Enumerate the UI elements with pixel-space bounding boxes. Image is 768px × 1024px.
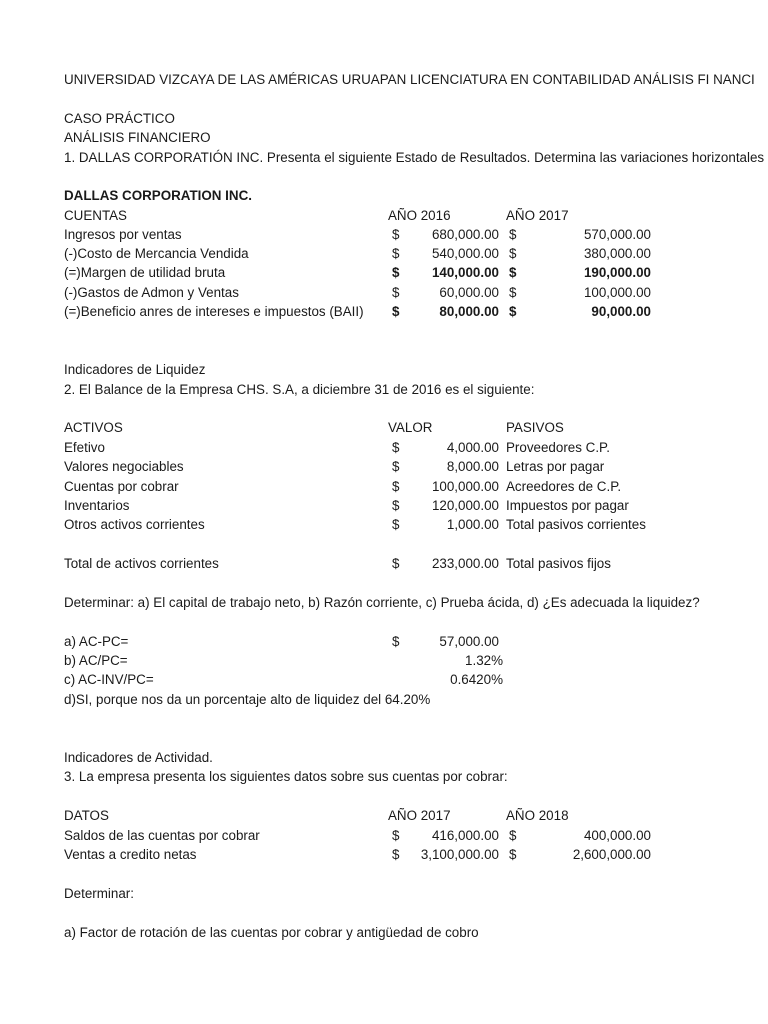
asset-label: Cuentas por cobrar <box>64 479 179 494</box>
document-title-row <box>0 70 755 89</box>
income-col-cuentas: CUENTAS <box>64 208 127 223</box>
activity-col-2017: AÑO 2017 <box>388 808 451 823</box>
question-1-text: 1. DALLAS CORPORATIÓN INC. Presenta el siguiente Estado de Resultados. Determina las variaciones horizontales <box>64 150 765 165</box>
income-value-2016: 80,000.00 <box>439 304 499 319</box>
currency-symbol: $ <box>392 498 400 513</box>
income-value-2017: 190,000.00 <box>583 265 651 280</box>
asset-value: 8,000.00 <box>446 459 499 474</box>
liability-label: Acreedores de C.P. <box>506 479 622 494</box>
currency-symbol: $ <box>392 828 400 843</box>
total-assets-value: 233,000.00 <box>431 556 499 571</box>
activity-item-a-row <box>0 923 660 942</box>
balance-col-activos: ACTIVOS <box>64 420 123 435</box>
case-row <box>0 109 660 128</box>
income-value-2016: 540,000.00 <box>431 246 499 261</box>
balance-row <box>0 477 660 496</box>
currency-symbol: $ <box>392 285 400 300</box>
activity-item-a-text: a) Factor de rotación de las cuentas por cobrar y antigüedad de cobro <box>64 925 479 940</box>
analysis-row <box>0 128 660 147</box>
activity-row <box>0 845 660 864</box>
currency-symbol: $ <box>392 634 400 649</box>
currency-symbol: $ <box>392 304 400 319</box>
liquidity-determine-row <box>0 593 700 612</box>
answer-d-row <box>0 690 660 709</box>
currency-symbol: $ <box>392 440 400 455</box>
balance-col-valor: VALOR <box>388 420 433 435</box>
currency-symbol: $ <box>509 847 517 862</box>
currency-symbol: $ <box>392 459 400 474</box>
question-3-row <box>0 767 660 786</box>
activity-determine-text: Determinar: <box>64 886 134 901</box>
activity-heading-row <box>0 748 660 767</box>
asset-value: 1,000.00 <box>446 517 499 532</box>
income-row-label: Ingresos por ventas <box>64 227 182 242</box>
income-header-row <box>0 206 660 225</box>
balance-col-pasivos: PASIVOS <box>506 420 564 435</box>
answer-value: 1.32% <box>465 653 503 668</box>
currency-symbol: $ <box>509 828 517 843</box>
company-row <box>0 186 660 205</box>
currency-symbol: $ <box>392 479 400 494</box>
liquidity-heading: Indicadores de Liquidez <box>64 362 206 377</box>
income-value-2016: 140,000.00 <box>431 265 499 280</box>
income-row-label: (-)Costo de Mercancia Vendida <box>64 246 249 261</box>
currency-symbol: $ <box>392 227 400 242</box>
asset-label: Efetivo <box>64 440 105 455</box>
balance-row <box>0 515 660 534</box>
currency-symbol: $ <box>392 246 400 261</box>
income-value-2017: 90,000.00 <box>591 304 651 319</box>
currency-symbol: $ <box>509 304 517 319</box>
liquidity-determine-text: Determinar: a) El capital de trabajo neto, b) Razón corriente, c) Prueba ácida, d) ¿Es adecuada la liquidez? <box>64 595 700 610</box>
balance-row <box>0 457 660 476</box>
activity-determine-row <box>0 884 660 903</box>
activity-value-2018: 400,000.00 <box>583 828 651 843</box>
income-row-label: (=)Margen de utilidad bruta <box>64 265 226 280</box>
activity-header-row <box>0 806 660 825</box>
liability-label: Letras por pagar <box>506 459 605 474</box>
income-row-label: (=)Beneficio anres de intereses e impuestos (BAII) <box>64 304 364 319</box>
activity-row-label: Saldos de las cuentas por cobrar <box>64 828 260 843</box>
currency-symbol: $ <box>392 847 400 862</box>
case-heading: CASO PRÁCTICO <box>64 111 175 126</box>
activity-row-label: Ventas a credito netas <box>64 847 197 862</box>
asset-value: 100,000.00 <box>431 479 499 494</box>
analysis-heading: ANÁLISIS FINANCIERO <box>64 130 211 145</box>
liquidity-heading-row <box>0 360 660 379</box>
income-col-2017: AÑO 2017 <box>506 208 569 223</box>
question-1-row <box>0 148 765 167</box>
answer-label: a) AC-PC= <box>64 634 129 649</box>
currency-symbol: $ <box>509 227 517 242</box>
income-row <box>0 302 660 321</box>
income-row <box>0 244 660 263</box>
liability-label: Impuestos por pagar <box>506 498 629 513</box>
answer-d-text: d)SI, porque nos da un porcentaje alto de liquidez del 64.20% <box>64 692 431 707</box>
currency-symbol: $ <box>509 265 517 280</box>
currency-symbol: $ <box>392 517 400 532</box>
income-row <box>0 283 660 302</box>
income-value-2017: 100,000.00 <box>583 285 651 300</box>
answer-label: c) AC-INV/PC= <box>64 672 154 687</box>
balance-header-row <box>0 418 660 437</box>
document-title: UNIVERSIDAD VIZCAYA DE LAS AMÉRICAS URUAPAN LICENCIATURA EN CONTABILIDAD ANÁLISIS FI NANCI <box>64 72 755 87</box>
income-value-2016: 60,000.00 <box>439 285 499 300</box>
asset-label: Valores negociables <box>64 459 184 474</box>
income-value-2016: 680,000.00 <box>431 227 499 242</box>
company-name: DALLAS CORPORATION INC. <box>64 188 252 203</box>
income-col-2016: AÑO 2016 <box>388 208 451 223</box>
answer-value: 0.6420% <box>450 672 503 687</box>
currency-symbol: $ <box>509 285 517 300</box>
answer-value: 57,000.00 <box>439 634 499 649</box>
activity-row <box>0 826 660 845</box>
question-2-row <box>0 380 660 399</box>
balance-row <box>0 496 660 515</box>
asset-value: 120,000.00 <box>431 498 499 513</box>
activity-value-2017: 3,100,000.00 <box>420 847 499 862</box>
activity-heading: Indicadores de Actividad. <box>64 750 213 765</box>
asset-label: Otros activos corrientes <box>64 517 205 532</box>
income-value-2017: 380,000.00 <box>583 246 651 261</box>
income-row-label: (-)Gastos de Admon y Ventas <box>64 285 239 300</box>
total-assets-label: Total de activos corrientes <box>64 556 219 571</box>
income-row <box>0 263 660 282</box>
activity-col-datos: DATOS <box>64 808 109 823</box>
currency-symbol: $ <box>509 246 517 261</box>
income-value-2017: 570,000.00 <box>583 227 651 242</box>
balance-total-row <box>0 554 660 573</box>
asset-label: Inventarios <box>64 498 130 513</box>
activity-col-2018: AÑO 2018 <box>506 808 569 823</box>
liability-label: Proveedores C.P. <box>506 440 610 455</box>
answer-row <box>0 632 660 651</box>
liability-label: Total pasivos corrientes <box>506 517 646 532</box>
total-liabilities-label: Total pasivos fijos <box>506 556 611 571</box>
currency-symbol: $ <box>392 265 400 280</box>
answer-row <box>0 651 660 670</box>
asset-value: 4,000.00 <box>446 440 499 455</box>
answer-label: b) AC/PC= <box>64 653 128 668</box>
question-2-text: 2. El Balance de la Empresa CHS. S.A, a diciembre 31 de 2016 es el siguiente: <box>64 382 535 397</box>
answer-row <box>0 670 660 689</box>
balance-row <box>0 438 660 457</box>
income-row <box>0 225 660 244</box>
activity-value-2018: 2,600,000.00 <box>572 847 651 862</box>
question-3-text: 3. La empresa presenta los siguientes datos sobre sus cuentas por cobrar: <box>64 769 508 784</box>
activity-value-2017: 416,000.00 <box>431 828 499 843</box>
currency-symbol: $ <box>392 556 400 571</box>
